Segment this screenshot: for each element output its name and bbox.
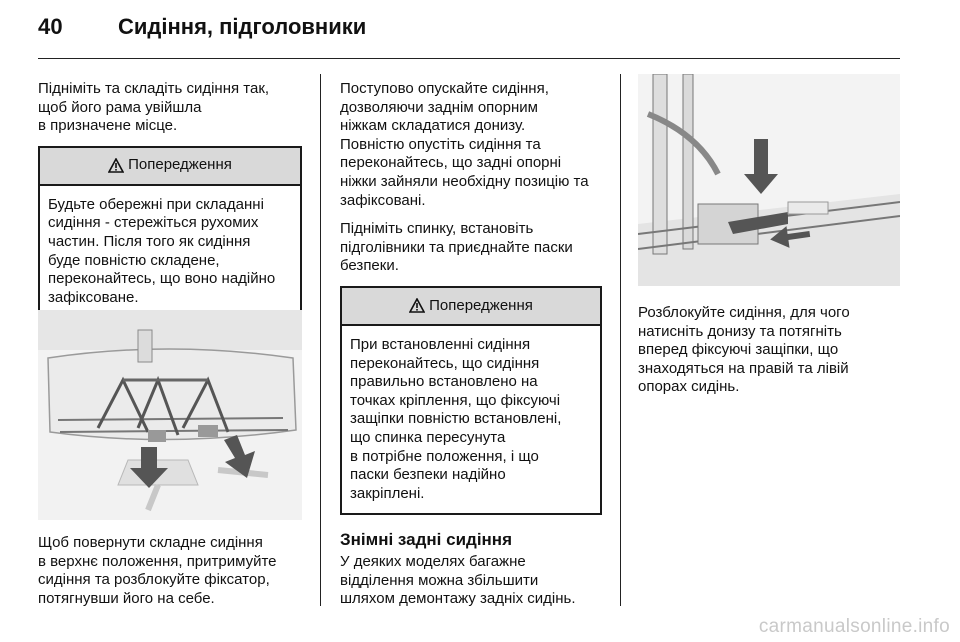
column-1 [38,80,303,319]
warning-header [342,288,600,326]
page-title: Сидіння, підголовники [118,14,367,39]
figure-1-caption: Щоб повернути складне сидіння в верхнє положення, притримуйте сидіння та розблокуйте фіксатор, потягнувши його на себе. [38,534,277,607]
warning-title: Попередження [429,296,533,314]
warning-box-2 [340,286,602,515]
section-heading: Знімні задні сидіння [340,530,512,550]
header-rule [38,58,900,59]
column-divider-2 [620,74,621,606]
warning-title: Попередження [128,156,232,174]
folded-seat-illustration [38,310,302,520]
watermark: carmanualsonline.info [758,616,950,637]
paragraph-lower-seat: Поступово опускайте сидіння, дозволяючи заднім опорним ніжкам складатися донизу. Повністю опустіть сидіння та переконайтесь, що задні опорні ніжки зайняли необхідну позицію та зафіксовані. [340,80,589,209]
section-text: У деяких моделях багажне відділення можна збільшити шляхом демонтажу задніх сидінь. [340,553,576,608]
column-divider-1 [320,74,321,606]
warning-triangle-icon [108,158,124,173]
page-number: 40 [38,14,63,39]
warning-text: При встановленні сидіння переконайтесь, що сидіння правильно встановлено на точках кріплення, що фіксуючі защіпки повністю встановлені, що спинка пересунута в потрібне положення, і що паски безпеки надійно закріплені. [350,335,562,502]
intro-paragraph: Підніміть та складіть сидіння так, щоб його рама увійшла в призначене місце. [38,80,270,135]
warning-triangle-icon [409,298,425,313]
warning-header [40,148,300,186]
paragraph-raise-backrest: Підніміть спинку, встановіть підголівники та приєднайте паски безпеки. [340,220,573,275]
warning-text: Будьте обережні при складанні сидіння - стережіться рухомих частин. Після того як сидіння буде повністю складене, переконайтесь, що воно надійно зафіксоване. [48,195,276,306]
column-2 [340,80,608,609]
figure-2-caption: Розблокуйте сидіння, для чого натисніть донизу та потягніть вперед фіксуючі защіпки, що знаходяться на правій та лівій опорах сидінь. [638,304,850,396]
warning-box-1 [38,146,302,320]
seat-latch-illustration [638,74,900,286]
